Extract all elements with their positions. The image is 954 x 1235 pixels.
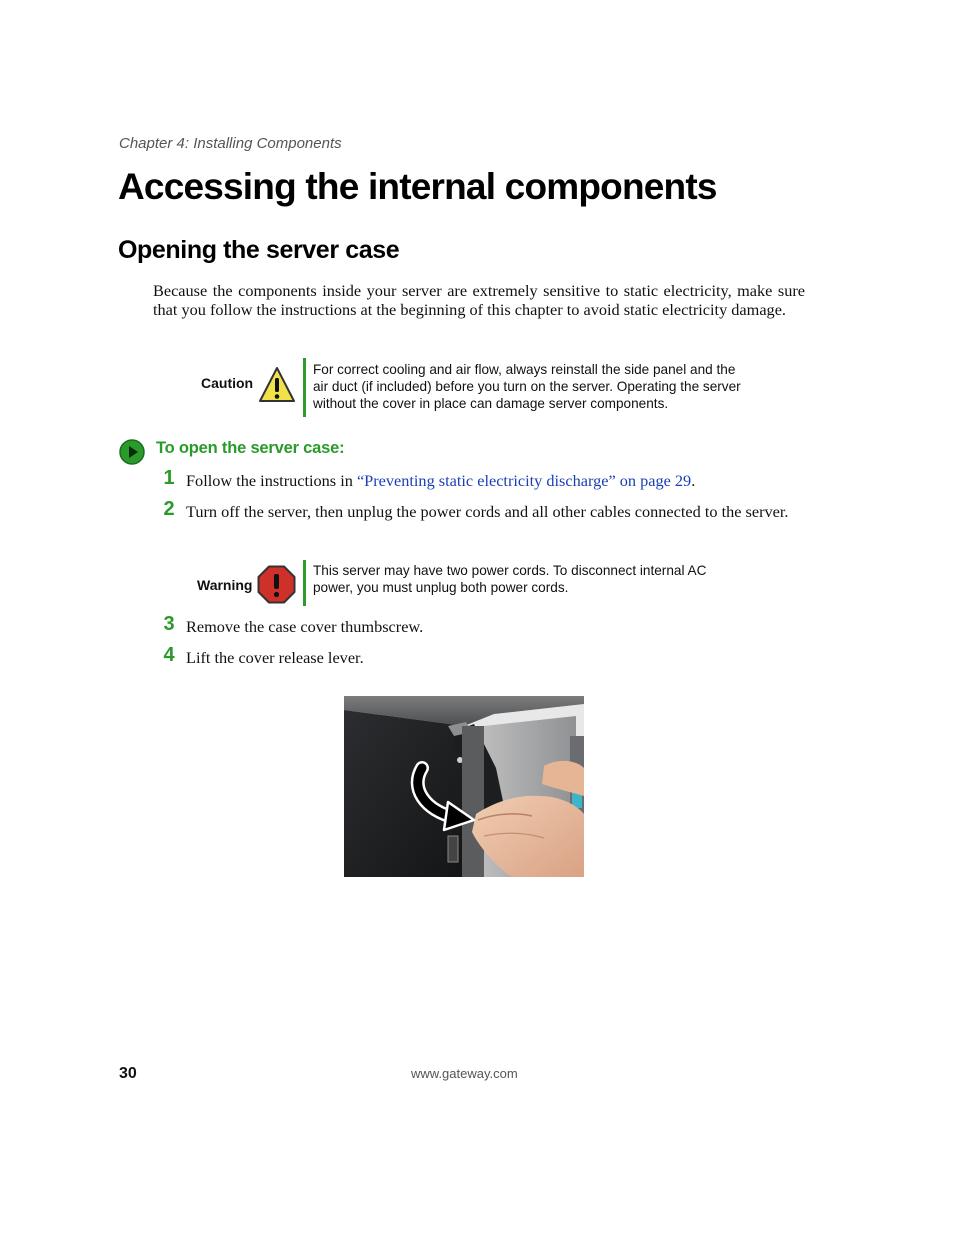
page-title: Accessing the internal components: [118, 166, 717, 207]
step-text: Turn off the server, then unplug the power cords and all other cables connected to the server.: [186, 502, 789, 521]
caution-triangle-icon: [258, 366, 296, 404]
warning-divider: [303, 560, 306, 606]
step-text: Lift the cover release lever.: [186, 648, 364, 667]
procedure-title: To open the server case:: [156, 439, 345, 457]
static-discharge-link[interactable]: “Preventing static electricity discharge” on page 29: [356, 471, 692, 490]
chapter-header: Chapter 4: Installing Components: [119, 135, 342, 152]
caution-label: Caution: [201, 375, 254, 391]
cover-release-lever-photo: [344, 696, 584, 877]
page-number: 30: [119, 1065, 137, 1082]
step-number: 1: [163, 467, 175, 489]
warning-text: This server may have two power cords. To disconnect internal AC power, you must unplug both power cords.: [313, 563, 707, 595]
section-heading: Opening the server case: [118, 236, 400, 264]
intro-paragraph: Because the components inside your server are extremely sensitive to static electricity, make sure that you follow the instructions at the beginning of this chapter to avoid static electricity damage.: [153, 281, 805, 319]
step-number: 3: [163, 613, 175, 635]
warning-label: Warning: [197, 577, 253, 593]
footer-url[interactable]: www.gateway.com: [411, 1066, 518, 1081]
caution-text: For correct cooling and air flow, always reinstall the side panel and the air duct (if included) before you turn on the server. Operating the server without the cover in place can damage server components.: [313, 362, 741, 411]
step-text: Remove the case cover thumbscrew.: [186, 617, 424, 636]
step-text-after: .: [691, 471, 696, 490]
procedure-arrow-icon: [119, 439, 145, 465]
step-text-before: Follow the instructions in: [186, 471, 357, 490]
warning-octagon-icon: [257, 565, 296, 604]
step-number: 4: [163, 644, 175, 666]
step-number: 2: [163, 498, 175, 520]
step-text: [186, 471, 806, 490]
caution-divider: [303, 358, 306, 417]
